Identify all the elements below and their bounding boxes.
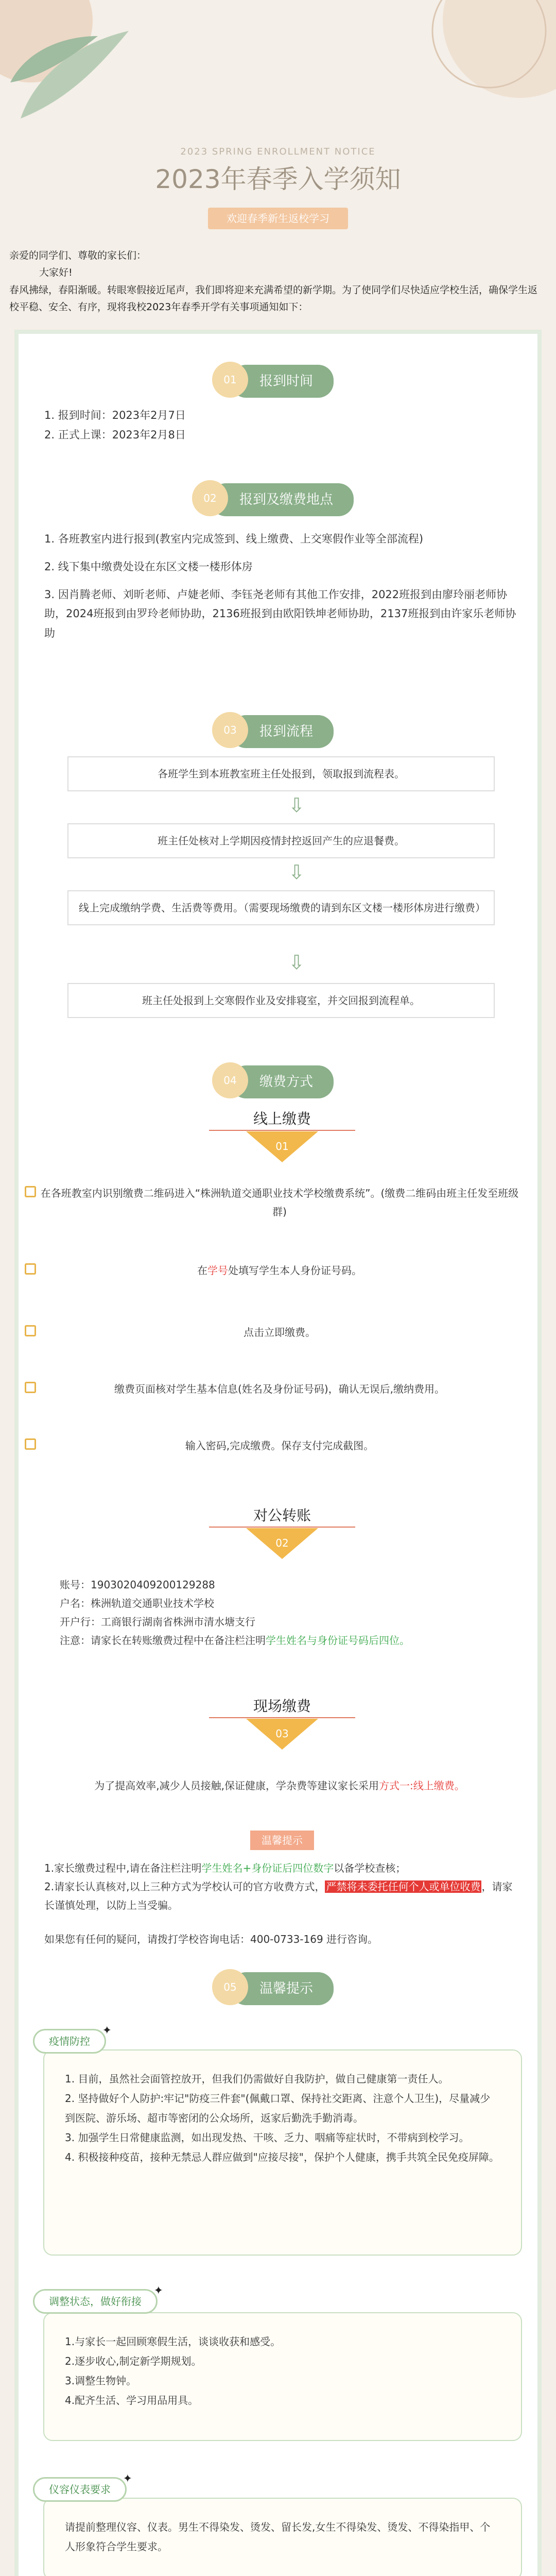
tip-text: 1.家长缴费过程中,请在备注栏注明 bbox=[44, 1862, 202, 1874]
checkbox-icon bbox=[25, 1186, 36, 1197]
step-badge-label: 01 bbox=[275, 1140, 289, 1153]
tip-label bbox=[19, 1831, 546, 1850]
location-text bbox=[44, 530, 520, 643]
step-badge bbox=[246, 1719, 318, 1750]
divider bbox=[209, 1130, 355, 1131]
onsite-note bbox=[25, 1776, 534, 1795]
onsite-text: 为了提高效率,减少人员接触,保证健康，学杂费等建议家长采用 bbox=[94, 1780, 379, 1792]
payment-tips bbox=[44, 1859, 520, 1948]
intro-text bbox=[0, 247, 556, 316]
checkbox-icon bbox=[25, 1382, 36, 1393]
location-line: 1. 各班教室内进行报到(教室内完成签到、线上缴费、上交寒假作业等全部流程) bbox=[44, 533, 424, 545]
adjust-state-box bbox=[43, 2312, 522, 2441]
sparkle-icon: ✦ bbox=[102, 2024, 112, 2037]
section-title: 报到流程 bbox=[259, 724, 313, 739]
appearance-box bbox=[43, 2498, 522, 2576]
transfer-payment-title: 对公转账 bbox=[253, 1507, 311, 1524]
circle-decoration-icon bbox=[402, 0, 556, 118]
report-time-text bbox=[44, 406, 520, 445]
tip-item: 3. 加强学生日常健康监测，如出现发热、干咳、乏力、咽痛等症状时，不带病到校学习。 bbox=[65, 2131, 470, 2144]
tip-item: 1. 目前，虽然社会面管控放开，但我们仍需做好自我防护，做自己健康第一责任人。 bbox=[65, 2073, 449, 2085]
tag-label: 疫情防控 bbox=[49, 2035, 90, 2047]
adjust-state-tag bbox=[33, 2284, 163, 2314]
arrow-down-icon: ⇩ bbox=[288, 951, 305, 974]
online-step-text: 输入密码,完成缴费。保存支付完成截图。 bbox=[185, 1439, 374, 1452]
sparkle-icon: ✦ bbox=[123, 2472, 132, 2485]
epidemic-prevention-box bbox=[43, 2049, 522, 2256]
transfer-note-highlight: 学生姓名与身份证号码后四位。 bbox=[266, 1634, 410, 1647]
onsite-highlight: 方式一:线上缴费。 bbox=[378, 1780, 465, 1792]
tip-item: 4. 积极接种疫苗，接种无禁忌人群应做到"应接尽接"，保护个人健康，携手共筑全民免疫屏障。 bbox=[65, 2151, 499, 2163]
step-badge bbox=[246, 1131, 318, 1162]
transfer-info bbox=[60, 1575, 535, 1650]
location-line: 3. 因肖腾老师、刘昕老师、卢婕老师、李钰尧老师有其他工作安排，2022班报到由廖玲丽老师协助，2024班报到由罗玲老师协助，2136班报到由欧阳铁坤老师协助，2137班报到由许家乐老师协助 bbox=[44, 588, 516, 640]
online-step-text: 点击立即缴费。 bbox=[244, 1326, 316, 1338]
header-pill: 欢迎春季新生返校学习 bbox=[208, 208, 348, 229]
notice-card bbox=[14, 330, 542, 2576]
section-number: 05 bbox=[212, 1969, 248, 2005]
leaf-decoration-icon bbox=[0, 0, 154, 134]
transfer-line: 开户行：工商银行湖南省株洲市清水塘支行 bbox=[60, 1616, 255, 1628]
tip-label-text: 温馨提示 bbox=[250, 1831, 314, 1850]
intro-paragraph: 春风拂绿，春阳渐暖。转眼寒假接近尾声，我们即将迎来充满希望的新学期。为了使同学们尽快适应学校生活，确保学生返校平稳、安全、有序，现将我校2023年春季开学有关事项通知如下： bbox=[9, 284, 538, 313]
onsite-payment-title: 现场缴费 bbox=[253, 1698, 311, 1715]
online-payment-title: 线上缴费 bbox=[253, 1110, 311, 1127]
checkbox-icon bbox=[25, 1325, 36, 1336]
divider bbox=[209, 1717, 355, 1718]
online-step bbox=[25, 1261, 534, 1280]
online-step-text: 缴费页面核对学生基本信息(姓名及身份证号码)，确认无误后,缴纳费用。 bbox=[114, 1383, 445, 1395]
tip-highlight: 学生姓名+身份证后四位数字 bbox=[201, 1862, 334, 1874]
process-step: 各班学生到本班教室班主任处报到，领取报到流程表。 bbox=[67, 756, 495, 791]
online-step-text: 在各班教室内识别缴费二维码进入“株洲轨道交通职业技术学校缴费系统”。(缴费二维码由班主任发至班级群) bbox=[40, 1187, 519, 1218]
checkbox-icon bbox=[25, 1263, 36, 1275]
arrow-down-icon: ⇩ bbox=[288, 794, 305, 817]
section-number: 02 bbox=[192, 480, 228, 516]
section-number: 03 bbox=[212, 712, 248, 748]
section-title: 缴费方式 bbox=[259, 1074, 313, 1090]
tip-item: 请提前整理仪容、仪表。男生不得染发、烫发、留长发,女生不得染发、烫发、不得染指甲、个人形象符合学生要求。 bbox=[65, 2521, 491, 2553]
tip-text: 如果您有任何的疑问，请拨打学校咨询电话：400-0733-169 进行咨询。 bbox=[44, 1933, 378, 1945]
tip-item: 3.调整生物钟。 bbox=[65, 2375, 137, 2387]
transfer-note: 注意：请家长在转账缴费过程中在备注栏注明 bbox=[60, 1634, 266, 1647]
online-step-highlight: 学号 bbox=[207, 1264, 228, 1277]
process-step: 班主任处核对上学期因疫情封控返回产生的应退餐费。 bbox=[67, 823, 495, 858]
online-step bbox=[25, 1380, 534, 1398]
greeting-line-2: 大家好! bbox=[39, 267, 73, 279]
step-badge bbox=[246, 1528, 318, 1559]
process-step: 线上完成缴纳学费、生活费等费用。（需要现场缴费的请到东区文楼一楼形体房进行缴费） bbox=[67, 890, 495, 925]
header-subtitle: 2023 SPRING ENROLLMENT NOTICE bbox=[180, 146, 376, 157]
greeting-line: 亲爱的同学们、尊敬的家长们： bbox=[9, 250, 147, 261]
online-step bbox=[25, 1436, 534, 1455]
page-header bbox=[0, 144, 556, 229]
epidemic-prevention-tag bbox=[33, 2024, 112, 2054]
tip-text: ，请家长谨慎处理，以防上当受骗。 bbox=[44, 1880, 513, 1911]
online-step bbox=[25, 1323, 534, 1342]
checkbox-icon bbox=[25, 1438, 36, 1450]
online-step bbox=[25, 1184, 534, 1221]
section-header-location bbox=[19, 483, 546, 516]
tip-alert: 严禁将未委托任何个人或单位收费 bbox=[326, 1880, 481, 1893]
sparkle-icon: ✦ bbox=[153, 2284, 163, 2297]
section-title: 报到时间 bbox=[259, 374, 313, 389]
online-step-text: 在 bbox=[197, 1264, 207, 1277]
divider bbox=[209, 1527, 355, 1528]
section-header-payment bbox=[19, 1065, 546, 1098]
section-number: 01 bbox=[212, 362, 248, 398]
tip-item: 2. 坚持做好个人防护:牢记"防疫三件套"(佩戴口罩、保持社交距离、注意个人卫生)，尽量减少到医院、游乐场、超市等密闭的公众场所，返家后勤洗手勤消毒。 bbox=[65, 2092, 491, 2124]
process-step: 班主任处报到上交寒假作业及安排寝室，并交回报到流程单。 bbox=[67, 983, 495, 1018]
tip-item: 2.逐步收心,制定新学期规划。 bbox=[65, 2355, 202, 2367]
section-title: 报到及缴费地点 bbox=[239, 492, 333, 507]
report-time-line: 1. 报到时间：2023年2月7日 bbox=[44, 409, 186, 421]
section-header-report-time bbox=[19, 365, 546, 398]
tip-text: 以备学校查核； bbox=[334, 1862, 406, 1874]
arrow-down-icon: ⇩ bbox=[288, 861, 305, 884]
section-title: 温馨提示 bbox=[259, 1981, 313, 1996]
section-header-process bbox=[19, 715, 546, 748]
section-number: 04 bbox=[212, 1062, 248, 1098]
tip-item: 1.与家长一起回顾寒假生活，谈谈收获和感受。 bbox=[65, 2335, 281, 2348]
tip-item: 4.配齐生活、学习用品用具。 bbox=[65, 2394, 199, 2406]
transfer-line: 户名：株洲轨道交通职业技术学校 bbox=[60, 1597, 214, 1609]
tag-label: 调整状态，做好衔接 bbox=[49, 2295, 142, 2308]
section-header-tips bbox=[19, 1972, 546, 2005]
step-badge-label: 03 bbox=[275, 1727, 289, 1740]
report-time-line: 2. 正式上课：2023年2月8日 bbox=[44, 428, 186, 441]
transfer-line: 账号：1903020409200129288 bbox=[60, 1579, 215, 1591]
online-step-text: 处填写学生本人身份证号码。 bbox=[228, 1264, 362, 1277]
location-line: 2. 线下集中缴费处设在东区文楼一楼形体房 bbox=[44, 560, 253, 573]
page-title: 2023年春季入学须知 bbox=[155, 164, 401, 194]
step-badge-label: 02 bbox=[275, 1537, 289, 1549]
tip-text: 2.请家长认真核对,以上三种方式为学校认可的官方收费方式， bbox=[44, 1880, 325, 1893]
appearance-tag bbox=[33, 2472, 132, 2502]
tag-label: 仪容仪表要求 bbox=[49, 2483, 111, 2496]
